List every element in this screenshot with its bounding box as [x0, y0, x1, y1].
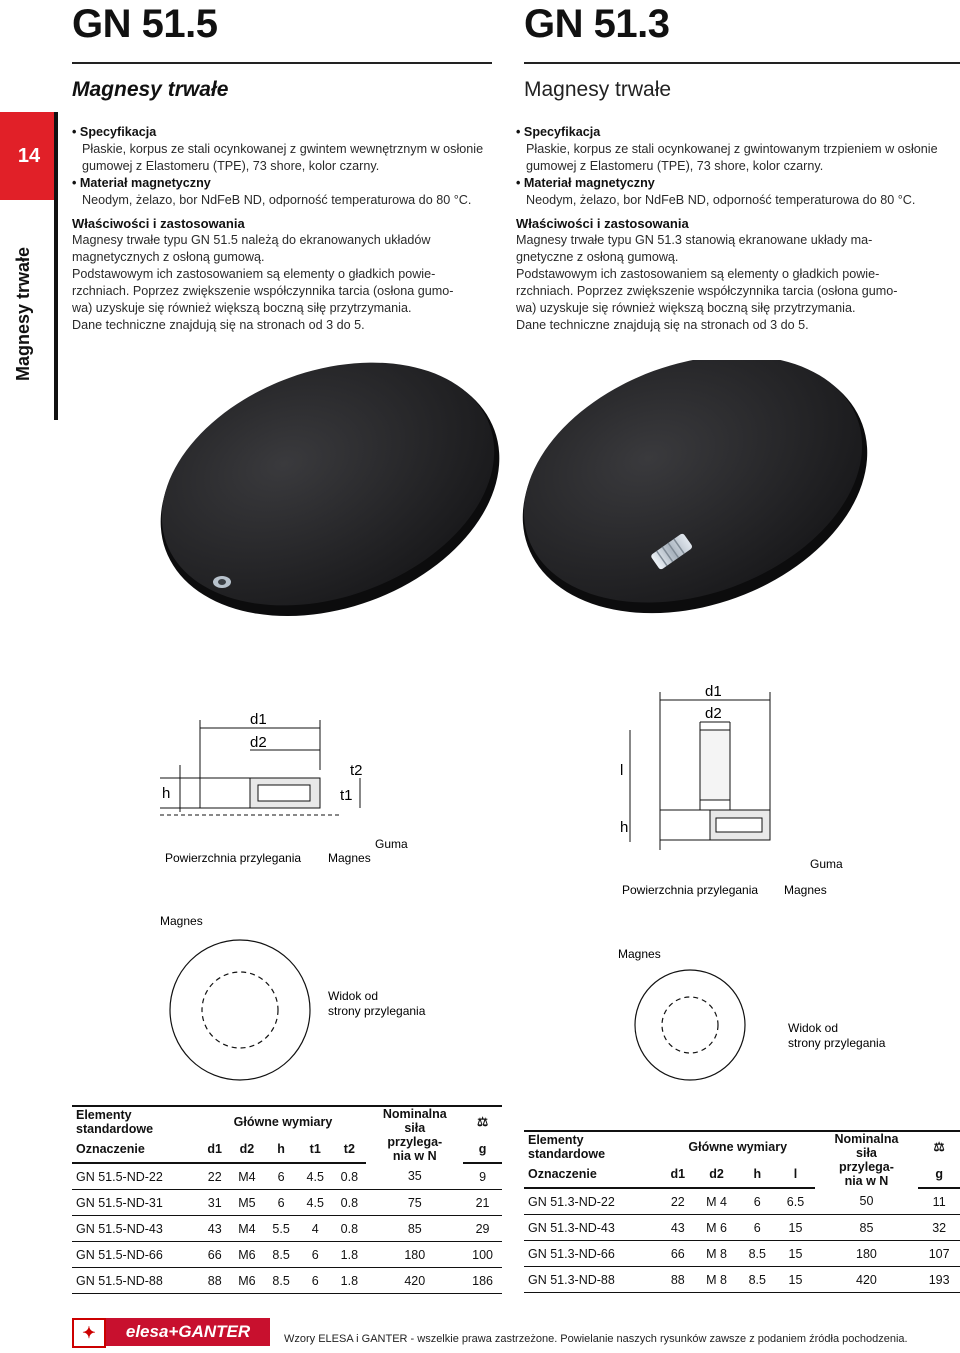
- table-cell: 75: [407, 1195, 422, 1210]
- th-force: Nominalna siła przylega- nia w N: [366, 1106, 463, 1163]
- th-elements: Elementy standardowe: [524, 1131, 661, 1161]
- table-row: [524, 1215, 960, 1241]
- left-props-line: Dane techniczne znajdują się na stronach od 3 do 5.: [72, 318, 365, 332]
- label-magnes: Magnes: [784, 883, 827, 897]
- table-cell: 31: [207, 1195, 222, 1210]
- right-material-text: Neodym, żelazo, bor NdFeB ND, odporność temperaturowa do 80 °C.: [526, 193, 916, 207]
- th-d2: d2: [695, 1161, 738, 1188]
- right-spec-text: Płaskie, korpus ze stali ocynkowanej z gwintowanym trzpieniem w osłonie gumowej z Elastomeru (TPE), 73 shore, kolor czarny.: [526, 142, 938, 173]
- th-l: l: [776, 1161, 814, 1188]
- th-h: h: [264, 1136, 298, 1163]
- table-cell: M 8: [706, 1272, 727, 1287]
- cell-code: GN 51.3-ND-43: [528, 1220, 615, 1235]
- table-row: [524, 1267, 960, 1293]
- table-cell: 15: [788, 1272, 803, 1287]
- dim-d1: d1: [250, 711, 267, 728]
- table-cell: 88: [207, 1273, 222, 1288]
- table-cell: 0.8: [340, 1169, 359, 1184]
- left-spec-text: Płaskie, korpus ze stali ocynkowanej z gwintem wewnętrznym w osłonie gumowej z Elastomeru (TPE), 73 shore, kolor czarny.: [82, 142, 484, 173]
- magnet-gn51-3-photo: [487, 360, 900, 659]
- chapter-number: 14: [17, 144, 41, 167]
- brand-logo: elesa+GANTER: [106, 1318, 270, 1346]
- table-cell: 29: [475, 1221, 490, 1236]
- weight-icon: ⚖: [463, 1106, 502, 1136]
- cell-code: GN 51.5-ND-88: [76, 1273, 163, 1288]
- brand-logo-icon: ✦: [72, 1318, 106, 1348]
- chapter-tab: [0, 112, 58, 200]
- label-view: Widok od: [328, 989, 379, 1003]
- left-props-heading: Właściwości i zastosowania: [72, 216, 245, 231]
- table-cell: 8.5: [748, 1272, 766, 1287]
- table-cell: 420: [404, 1273, 426, 1288]
- table-cell: M5: [238, 1195, 256, 1210]
- table-cell: 1.8: [340, 1273, 359, 1288]
- table-cell: 0.8: [340, 1195, 359, 1210]
- table-row: [524, 1241, 960, 1267]
- left-props-line: wa) uzyskuje się również większą boczną siłę przytrzymania.: [72, 301, 412, 315]
- right-props-line: Podstawowym ich zastosowaniem są elementy o gładkich powie-: [516, 267, 880, 281]
- table-row: [72, 1190, 502, 1216]
- table-cell: 6: [311, 1247, 319, 1262]
- dim-h: h: [620, 819, 629, 836]
- right-technical-drawing: [590, 670, 920, 1090]
- label-guma: Guma: [375, 837, 408, 851]
- table-cell: 8.5: [272, 1273, 290, 1288]
- table-cell: 6: [277, 1169, 285, 1184]
- left-props-line: magnetycznych z osłoną gumową.: [72, 250, 265, 264]
- table-cell: 15: [788, 1246, 803, 1261]
- right-props-heading: Właściwości i zastosowania: [516, 216, 689, 231]
- table-cell: 85: [407, 1221, 422, 1236]
- right-props-line: rzchniach. Poprzez zwiększenie współczynnika tarcia (osłona gumo-: [516, 284, 898, 298]
- product-photo: [120, 360, 900, 660]
- dim-d2: d2: [705, 705, 722, 722]
- left-subtitle: Magnesy trwałe: [72, 78, 229, 101]
- table-cell: 88: [670, 1272, 685, 1287]
- left-props-line: Podstawowym ich zastosowaniem są elementy o gładkich powie-: [72, 267, 436, 281]
- th-code: Oznaczenie: [524, 1161, 661, 1188]
- label-view: Widok od: [788, 1021, 839, 1035]
- dim-t1: t1: [340, 787, 353, 804]
- left-props-line: Magnesy trwałe typu GN 51.5 należą do ekranowanych układów: [72, 233, 431, 247]
- cell-code: GN 51.5-ND-66: [76, 1247, 163, 1262]
- table-cell: 15: [788, 1220, 803, 1235]
- left-spec-heading: • Specyfikacja: [72, 124, 512, 141]
- table-cell: 22: [207, 1169, 222, 1184]
- th-g: g: [918, 1161, 960, 1188]
- table-cell: 193: [928, 1272, 950, 1287]
- table-row: [72, 1268, 502, 1294]
- right-props-line: gnetyczne z osłoną gumową.: [516, 250, 679, 264]
- table-cell: 420: [856, 1272, 877, 1287]
- table-cell: 6: [753, 1194, 761, 1209]
- sidebar-label: Magnesy trwałe: [13, 246, 33, 382]
- cell-code: GN 51.3-ND-66: [528, 1246, 615, 1261]
- th-t1: t1: [298, 1136, 332, 1163]
- table-row: [72, 1216, 502, 1242]
- th-d1: d1: [661, 1161, 695, 1188]
- table-cell: 11: [932, 1194, 946, 1209]
- table-cell: 9: [479, 1169, 487, 1184]
- table-cell: 43: [670, 1220, 685, 1235]
- footer-copyright: Wzory ELESA i GANTER - wszelkie prawa zastrzeżone. Powielanie naszych rysunków zawsze z podaniem źródła pochodzenia.: [284, 1333, 908, 1345]
- table-row: [524, 1188, 960, 1215]
- left-props-line: rzchniach. Poprzez zwiększenie współczynnika tarcia (osłona gumo-: [72, 284, 454, 298]
- table-cell: 180: [404, 1247, 426, 1262]
- label-guma: Guma: [810, 857, 843, 871]
- sidebar-bar: [54, 112, 58, 420]
- cell-code: GN 51.3-ND-22: [528, 1194, 615, 1209]
- th-elements: Elementy standardowe: [72, 1106, 200, 1136]
- right-spec-heading: • Specyfikacja: [516, 124, 956, 141]
- right-props-line: wa) uzyskuje się również większą boczną siłę przytrzymania.: [516, 301, 856, 315]
- right-material-heading: • Materiał magnetyczny: [516, 175, 956, 192]
- label-surface: Powierzchnia przylegania: [622, 883, 759, 897]
- table-cell: 100: [472, 1247, 493, 1262]
- table-cell: 21: [475, 1195, 490, 1210]
- th-h: h: [738, 1161, 776, 1188]
- left-title: GN 51.5: [72, 2, 218, 46]
- table-cell: 32: [932, 1220, 947, 1235]
- th-t2: t2: [332, 1136, 366, 1163]
- dim-d2: d2: [250, 734, 267, 751]
- th-code: Oznaczenie: [72, 1136, 200, 1163]
- right-title: GN 51.3: [524, 2, 670, 46]
- magnet-gn51-5-photo: [125, 360, 535, 660]
- dim-h: h: [162, 785, 171, 802]
- dim-l: l: [620, 762, 624, 779]
- cell-code: GN 51.5-ND-43: [76, 1221, 163, 1236]
- left-material-heading: • Materiał magnetyczny: [72, 175, 512, 192]
- table-cell: 43: [207, 1221, 222, 1236]
- table-cell: M 8: [706, 1246, 727, 1261]
- table-cell: 5.5: [272, 1221, 290, 1236]
- th-main-dimensions: Główne wymiary: [661, 1131, 815, 1161]
- label-magnes-top: Magnes: [618, 947, 661, 961]
- table-cell: M 4: [706, 1194, 727, 1209]
- table-cell: 6: [311, 1273, 319, 1288]
- right-description: [516, 124, 956, 334]
- left-title-rule: [72, 62, 492, 64]
- left-technical-drawing: [140, 700, 470, 1100]
- label-surface: Powierzchnia przylegania: [165, 851, 302, 865]
- th-main-dimensions: Główne wymiary: [200, 1106, 367, 1136]
- label-view-2: strony przylegania: [788, 1036, 886, 1050]
- table-cell: 85: [859, 1220, 874, 1235]
- right-subtitle: Magnesy trwałe: [524, 78, 672, 101]
- cell-code: GN 51.5-ND-22: [76, 1169, 163, 1184]
- table-cell: 6.5: [786, 1194, 805, 1209]
- table-cell: 107: [928, 1246, 950, 1261]
- right-props-line: Magnesy trwałe typu GN 51.3 stanowią ekranowane układy ma-: [516, 233, 873, 247]
- left-description: [72, 124, 512, 334]
- right-title-rule: [524, 62, 960, 64]
- table-cell: 4: [311, 1221, 319, 1236]
- table-cell: 66: [670, 1246, 685, 1261]
- table-row: [72, 1163, 502, 1190]
- left-spec-table: [72, 1105, 502, 1294]
- dim-t2: t2: [350, 762, 363, 779]
- right-spec-table: [524, 1130, 960, 1293]
- table-cell: 50: [859, 1194, 874, 1208]
- table-cell: M6: [238, 1247, 256, 1262]
- label-magnes-top: Magnes: [160, 914, 203, 928]
- table-cell: M6: [238, 1273, 256, 1288]
- th-d1: d1: [200, 1136, 230, 1163]
- table-cell: 22: [670, 1194, 685, 1209]
- table-cell: 180: [856, 1246, 877, 1261]
- table-cell: 6: [753, 1220, 761, 1235]
- table-cell: 8.5: [748, 1246, 766, 1261]
- thread-hole-icon: [213, 576, 231, 588]
- cell-code: GN 51.3-ND-88: [528, 1272, 615, 1287]
- table-cell: 6: [277, 1195, 285, 1210]
- table-cell: M4: [238, 1169, 256, 1184]
- table-cell: 0.8: [340, 1221, 359, 1236]
- th-g: g: [463, 1136, 502, 1163]
- right-props-line: Dane techniczne znajdują się na stronach od 3 do 5.: [516, 318, 809, 332]
- weight-icon: ⚖: [918, 1131, 960, 1161]
- th-force: Nominalna siła przylega- nia w N: [815, 1131, 919, 1188]
- table-cell: M4: [238, 1221, 256, 1236]
- label-magnes: Magnes: [328, 851, 371, 865]
- table-cell: 4.5: [306, 1195, 324, 1210]
- left-material-text: Neodym, żelazo, bor NdFeB ND, odporność temperaturowa do 80 °C.: [82, 193, 472, 207]
- table-row: [72, 1242, 502, 1268]
- table-cell: 8.5: [272, 1247, 290, 1262]
- table-cell: 4.5: [306, 1169, 324, 1184]
- label-view-2: strony przylegania: [328, 1004, 426, 1018]
- cell-code: GN 51.5-ND-31: [76, 1195, 163, 1210]
- dim-d1: d1: [705, 683, 722, 700]
- table-cell: 1.8: [340, 1247, 359, 1262]
- table-cell: 35: [407, 1169, 422, 1183]
- th-d2: d2: [230, 1136, 264, 1163]
- table-cell: 66: [207, 1247, 222, 1262]
- table-cell: M 6: [706, 1220, 727, 1235]
- table-cell: 186: [472, 1273, 493, 1288]
